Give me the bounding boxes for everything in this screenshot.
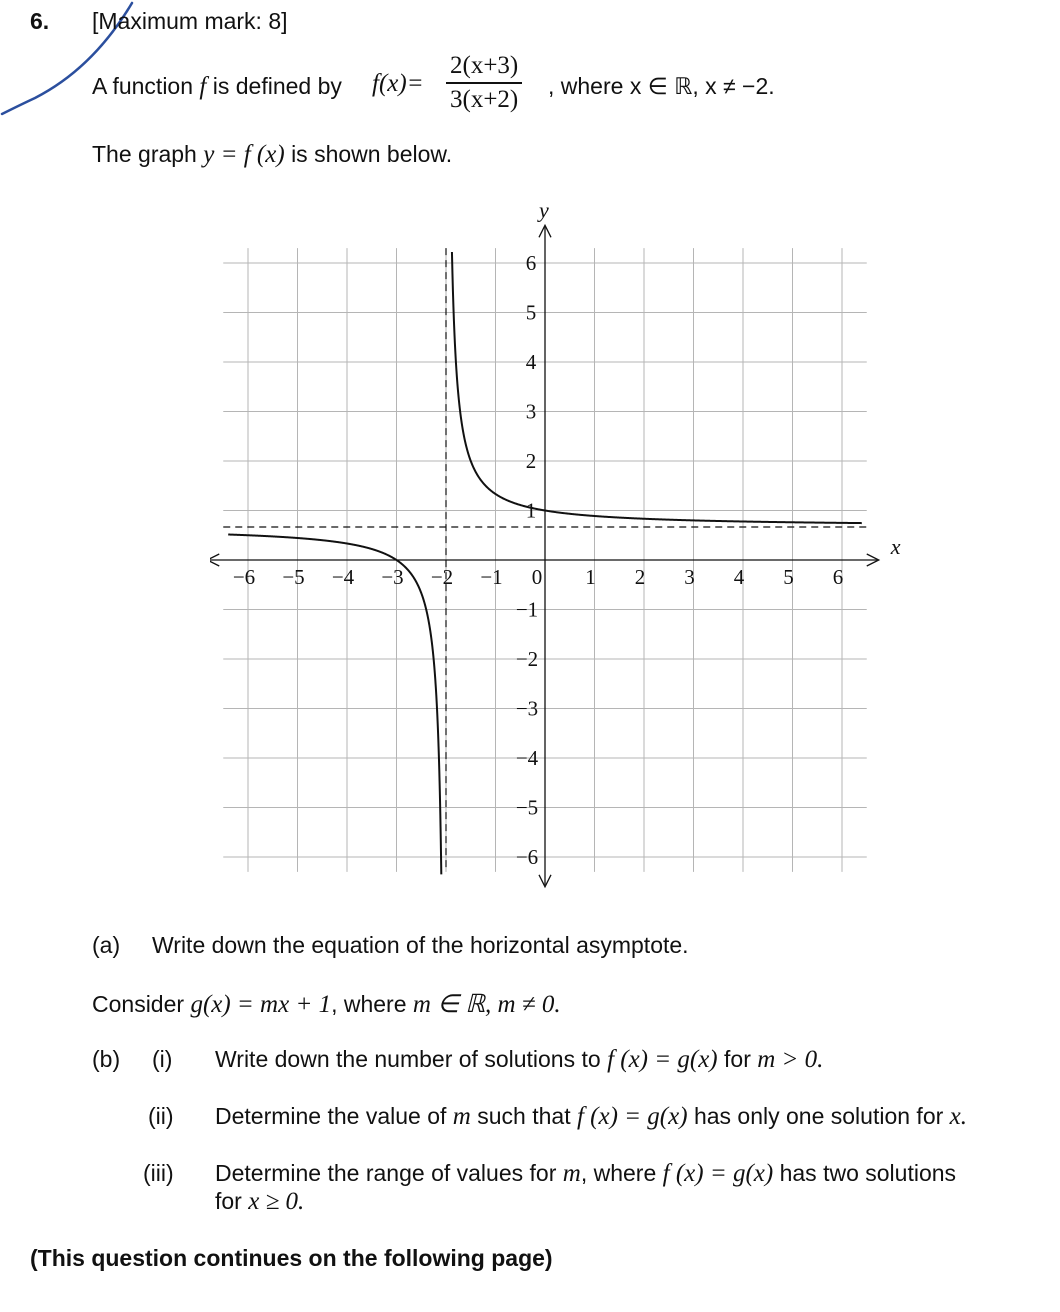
y-tick-label: −1 — [515, 597, 539, 622]
part-b-iii-text: Determine the range of values for m, where f (x) = g(x) has two solutions — [215, 1160, 957, 1187]
part-b-iii-text-line2: for x ≥ 0. — [215, 1188, 305, 1215]
part-a-text: Write down the equation of the horizontal asymptote. — [152, 932, 689, 958]
x-tick-label: −5 — [282, 565, 305, 589]
x-tick-label: 0 — [531, 565, 543, 589]
y-tick-label: 4 — [525, 350, 537, 374]
maximum-mark: [Maximum mark: 8] — [92, 8, 288, 34]
part-b-ii-text: Determine the value of m such that f (x) = g(x) has only one solution for x. — [215, 1103, 968, 1130]
y-tick-label: −4 — [515, 746, 539, 770]
x-tick-label: −4 — [331, 565, 355, 589]
question-number: 6. — [30, 8, 50, 34]
y-tick-label: 2 — [525, 449, 537, 473]
x-tick-label: 2 — [634, 565, 646, 589]
part-b-ii-label: (ii) — [148, 1103, 174, 1129]
y-tick-label: −2 — [515, 647, 539, 671]
fraction-denominator: 3(x+2) — [450, 86, 519, 113]
intro-text: A function f is defined by — [92, 73, 342, 100]
consider-line: Consider g(x) = mx + 1, where m ∈ ℝ, m ≠ 0. — [92, 991, 561, 1018]
f-lhs: f(x)= — [372, 70, 424, 97]
graph-intro: The graph y = f (x) is shown below. — [92, 141, 453, 168]
y-tick-label: 1 — [525, 498, 537, 523]
y-tick-label: −6 — [515, 845, 539, 869]
part-b-label: (b) — [92, 1046, 121, 1072]
y-tick-label: 6 — [525, 251, 537, 275]
x-tick-label: −6 — [232, 565, 256, 589]
part-b-i-label: (i) — [152, 1046, 173, 1072]
y-tick-label: −5 — [515, 795, 539, 820]
x-tick-label: 6 — [832, 565, 844, 589]
x-tick-label: −2 — [430, 565, 454, 589]
y-tick-label: 5 — [525, 300, 537, 325]
fraction — [446, 52, 522, 114]
part-b-i-text: Write down the number of solutions to f (x) = g(x) for m > 0. — [215, 1046, 824, 1073]
x-axis-label: x — [890, 534, 901, 559]
y-axis-label: y — [539, 205, 549, 223]
x-tick-label: 1 — [585, 565, 596, 589]
domain-text: , where x ∈ ℝ, x ≠ −2. — [548, 73, 775, 99]
y-tick-label: 3 — [525, 399, 537, 424]
part-a-label: (a) — [92, 932, 121, 958]
x-tick-label: 3 — [684, 565, 695, 589]
x-tick-label: 5 — [783, 565, 794, 589]
x-tick-label: 4 — [733, 565, 745, 589]
part-b-iii-label: (iii) — [143, 1160, 174, 1186]
continues-note: (This question continues on the following page) — [30, 1245, 553, 1271]
fraction-numerator: 2(x+3) — [450, 52, 519, 79]
x-tick-label: −1 — [480, 565, 503, 589]
y-tick-label: −3 — [515, 696, 539, 721]
curve-right-branch — [452, 252, 862, 523]
function-graph — [210, 205, 910, 895]
x-tick-label: −3 — [381, 565, 404, 589]
